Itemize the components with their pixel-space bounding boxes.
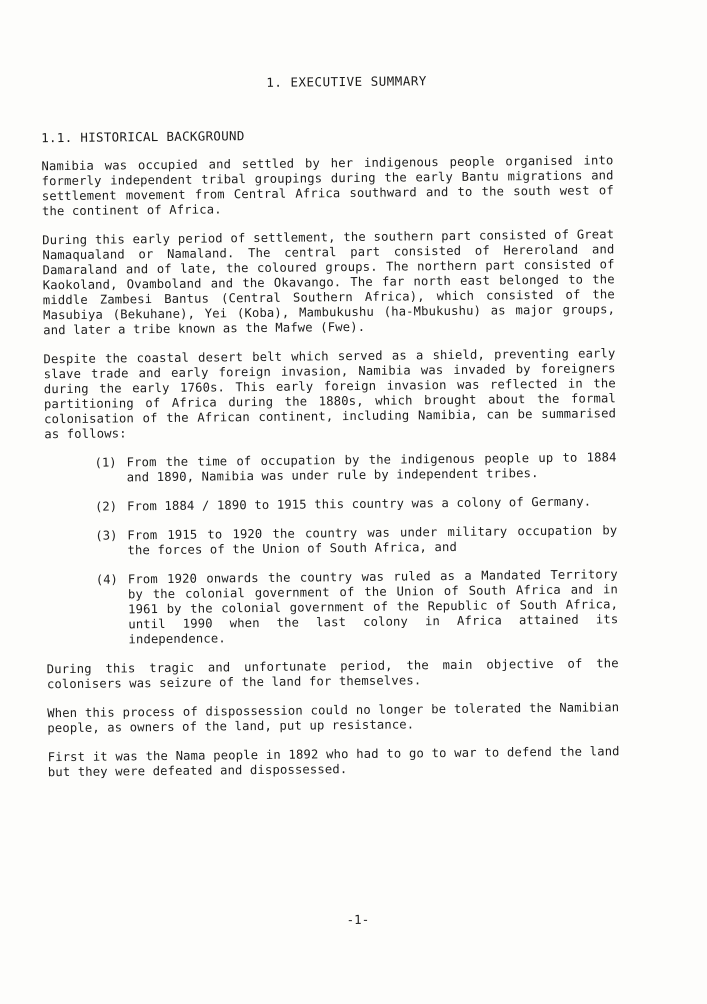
paragraph: During this tragic and unfortunate period, the main objective of the colonisers was seizure of the land for themselves. xyxy=(46,656,619,692)
list-item-number: (1) xyxy=(94,455,117,470)
numbered-list xyxy=(45,450,619,648)
list-item xyxy=(46,567,619,648)
section-title: 1.1. HISTORICAL BACKGROUND xyxy=(41,128,245,146)
list-item-number: (4) xyxy=(95,572,118,587)
paragraph: Namibia was occupied and settled by her indigenous people organised into formerly independent tribal groupings during the early Bantu migrations and settlement movement from Central Africa southward and to the south west of the continent of Africa. xyxy=(41,153,614,219)
paragraph: First it was the Nama people in 1892 who had to go to war to defend the land but they were defeated and dispossessed. xyxy=(47,744,620,780)
paragraph: During this early period of settlement, the southern part consisted of Great Namaqualand or Namaland. The central part consisted of Hereroland and Damaraland and of late, the coloured groups. The northern part consisted of Kaokoland, Ovamboland and the Okavango. The far north east belonged to the middle Zambesi Bantus (Central Southern Africa), which consisted of the Masubiya (Bekuhane), Yei (Koba), Mambukushu (ha-Mbukushu) as major groups, and later a tribe known as the Mafwe (Fwe). xyxy=(42,227,616,338)
page-number: -1- xyxy=(346,911,370,928)
list-item xyxy=(45,523,617,559)
paragraph: Despite the coastal desert belt which served as a shield, preventing early slave trade and early foreign invasion, Namibia was invaded by foreigners during the early 1760s. This early foreign invasion was reflected in the partitioning of Africa during the 1880s, which brought about the formal colonisation of the African continent, including Namibia, can be summarised as follows: xyxy=(43,346,617,442)
list-item-text: From the time of occupation by the indigenous people up to 1884 and 1890, Namibia was under rule by independent tribes. xyxy=(126,450,617,485)
chapter-title: 1. EXECUTIVE SUMMARY xyxy=(266,73,427,90)
list-item-text: From 1915 to 1920 the country was under military occupation by the forces of the Union of South Africa, and xyxy=(127,523,618,558)
list-item-text: From 1920 onwards the country was ruled as a Mandated Territory by the colonial government of the Union of South Africa and in 1961 by the colonial government of the Republic of South Africa, until 1990 when the last colony in Africa attained its independence. xyxy=(127,567,619,647)
list-item-text: From 1884 / 1890 to 1915 this country was a colony of Germany. xyxy=(126,494,592,514)
list-item-number: (2) xyxy=(94,499,118,514)
list-item xyxy=(45,494,617,515)
list-item-number: (3) xyxy=(95,528,118,543)
list-item xyxy=(45,450,617,486)
paragraph: When this process of dispossession could no longer be tolerated the Namibian people, as owners of the land, put up resistance. xyxy=(47,700,620,736)
